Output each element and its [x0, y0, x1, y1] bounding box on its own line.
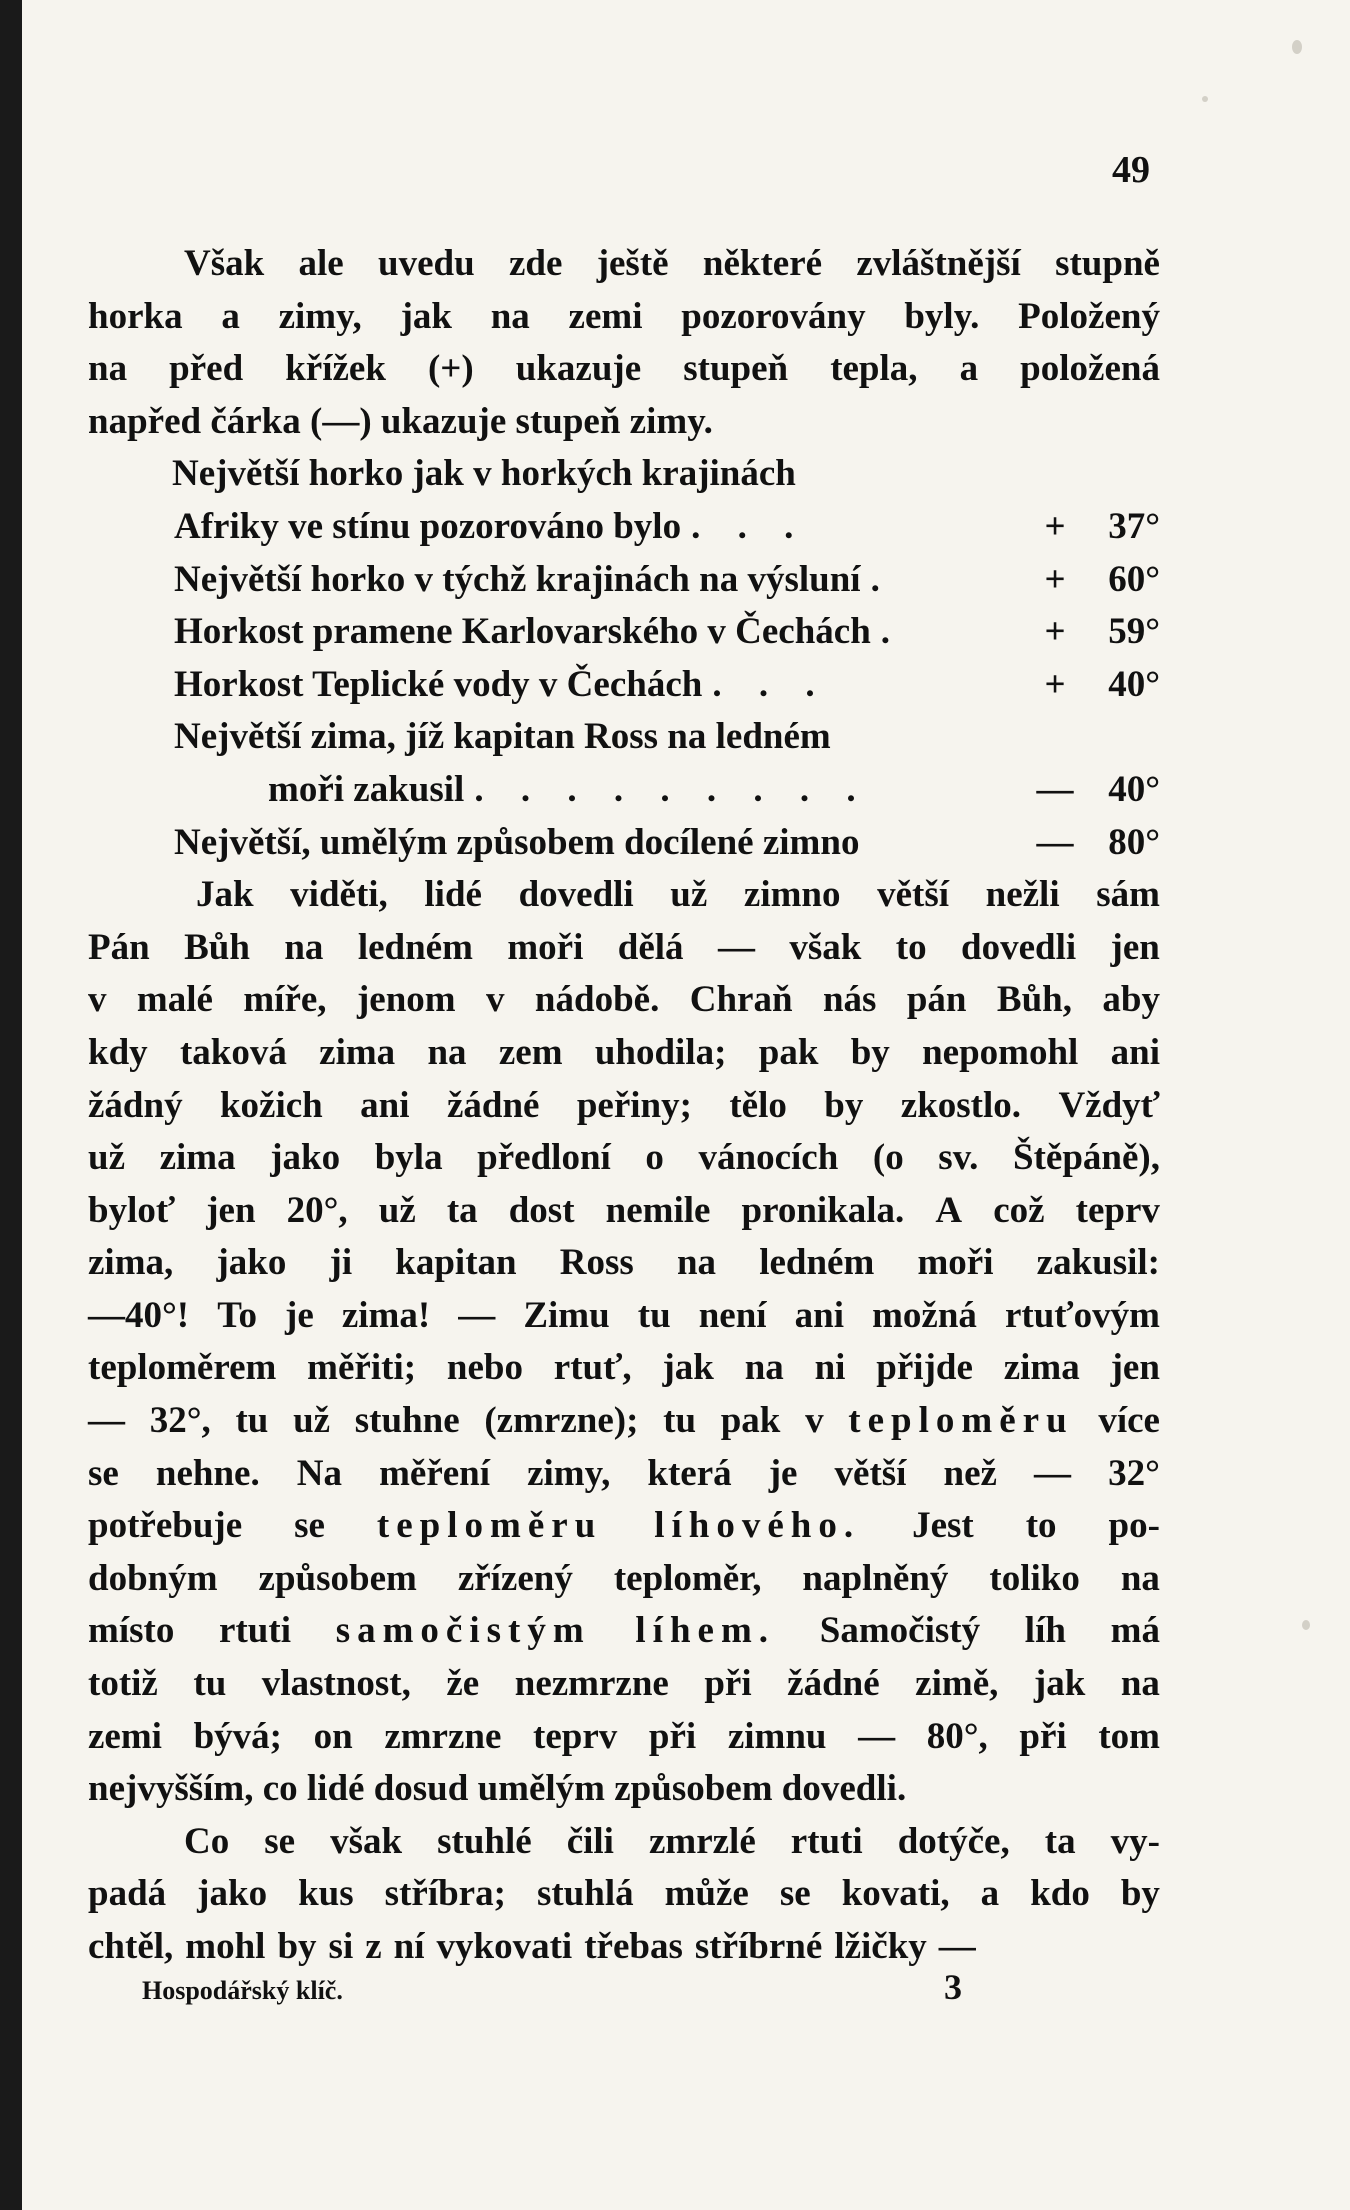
word: pozorovány [681, 295, 866, 337]
word: chtěl, [88, 1926, 174, 1967]
word: tu [193, 1663, 227, 1705]
word: líhového. [654, 1505, 861, 1547]
word: by [1120, 1873, 1160, 1915]
word: — [938, 1926, 976, 1967]
text-line [88, 1080, 1160, 1133]
word: padá [88, 1873, 167, 1915]
word: tu [663, 1400, 697, 1442]
word: se [294, 1505, 325, 1547]
word: ale [298, 243, 344, 284]
word: žádné [787, 1663, 880, 1705]
dot-leader: . . . [712, 663, 829, 705]
word: žádný [88, 1084, 183, 1126]
list-entry-label: Horkost Teplické vody v Čechách [174, 663, 703, 705]
word: zmrzlé [648, 1820, 756, 1862]
word: a [980, 1873, 1000, 1915]
word: (zmrzne); [484, 1400, 639, 1442]
word: která [647, 1452, 732, 1494]
word: mohl [185, 1926, 266, 1967]
word: předloní [477, 1137, 611, 1179]
word: větší [877, 874, 950, 916]
word: stupeň [683, 348, 789, 390]
word: nebo [446, 1347, 523, 1389]
word: že [446, 1663, 480, 1705]
word: se [88, 1452, 119, 1494]
word: sv. [938, 1137, 979, 1179]
word: peřiny; [576, 1084, 692, 1126]
text-line [88, 1553, 1160, 1606]
word: Však [184, 243, 265, 284]
word: tělo [729, 1084, 787, 1126]
word: zima [159, 1137, 236, 1179]
word: rtuťovým [1004, 1294, 1160, 1336]
word: na [490, 295, 530, 337]
word: ledném [759, 1242, 875, 1284]
word: v [805, 1400, 824, 1442]
word: ni [814, 1347, 846, 1389]
word: pak [758, 1031, 819, 1073]
word: však [330, 1820, 403, 1862]
word: na [1120, 1557, 1160, 1599]
word: nezmrzne [514, 1663, 669, 1705]
word: horka [88, 295, 183, 337]
word: na [1120, 1663, 1160, 1705]
word: jen [1110, 1347, 1160, 1389]
word: už [670, 874, 708, 916]
word: jak [400, 295, 452, 337]
text-line [88, 1185, 1160, 1238]
word: dovedli [961, 926, 1077, 968]
list-entry [88, 817, 1160, 870]
word: není [698, 1294, 767, 1336]
word: na [744, 1347, 784, 1389]
word: stuhne [354, 1400, 460, 1442]
word: samočistým [335, 1610, 591, 1652]
word: 80°, [926, 1715, 988, 1757]
text-line [88, 343, 1160, 396]
word: Na [296, 1452, 343, 1494]
word: kus [298, 1873, 354, 1915]
word: tepla, [830, 348, 918, 390]
word: 32° [1108, 1452, 1160, 1494]
word: což [993, 1189, 1045, 1231]
list-entry-label: Největší, umělým způsobem docílené zimno [174, 821, 860, 863]
word: z [365, 1926, 382, 1967]
word: ta [1044, 1820, 1076, 1862]
word: zimě, [915, 1663, 999, 1705]
word: teploměru [376, 1505, 603, 1547]
list-entry-label: Horkost pramene Karlovarského v Čechách [174, 611, 871, 653]
word: nás [822, 979, 877, 1021]
word: o [645, 1137, 664, 1179]
word: A [935, 1189, 963, 1231]
word: Chraň [689, 979, 793, 1021]
dot-leader: . . . [691, 505, 808, 547]
list-entry [88, 659, 1160, 712]
word: při [648, 1715, 697, 1757]
word: kdo [1030, 1873, 1090, 1915]
paragraph-mercury [88, 1816, 1160, 1974]
word: zakusil: [1036, 1242, 1160, 1284]
word: viděti, [290, 874, 388, 916]
word: ukazuje [515, 348, 642, 390]
word: toliko [989, 1557, 1080, 1599]
word: líhem. [635, 1610, 776, 1652]
text-line [88, 1027, 1160, 1080]
word: dotýče, [897, 1820, 1010, 1862]
temperature-value: 80° [1108, 821, 1160, 863]
word: to [895, 926, 927, 968]
word: 20°, [286, 1189, 348, 1231]
word: líh [1024, 1610, 1066, 1652]
word: má [1110, 1610, 1160, 1652]
word: však [789, 926, 862, 968]
text-line [88, 1868, 1160, 1921]
word: teploměrem [88, 1347, 277, 1389]
word: přijde [876, 1347, 973, 1389]
list-entry [88, 711, 1160, 764]
dot-leader: . [870, 558, 894, 600]
temperature-sign: — [1036, 821, 1074, 863]
word: čili [566, 1820, 614, 1862]
word: pán [906, 979, 967, 1021]
word: vykovati [436, 1926, 573, 1967]
word: nehne. [155, 1452, 260, 1494]
text-line [88, 396, 1160, 449]
word: ta [446, 1189, 478, 1231]
scan-speck [1292, 40, 1302, 54]
text-line [88, 1342, 1160, 1395]
word: jenom [356, 979, 456, 1021]
word: teploměr, [613, 1557, 762, 1599]
temperature-sign: + [1044, 611, 1066, 653]
word: zde [508, 243, 563, 284]
word: než [943, 1452, 997, 1494]
word: žádné [446, 1084, 540, 1126]
word: Co [184, 1820, 230, 1862]
word: na [284, 926, 324, 968]
word: nejvyšším, co lidé dosud umělým způsobem dovedli. [88, 1768, 907, 1810]
list-entry-label: Největší zima, jíž kapitan Ross na ledném [174, 716, 831, 758]
word: napřed čárka (—) ukazuje stupeň zimy. [88, 400, 713, 442]
word: při [1019, 1715, 1067, 1757]
word: dost [508, 1189, 575, 1231]
temperature-list [88, 501, 1160, 869]
page-footer [142, 1966, 962, 2008]
word: je [768, 1452, 798, 1494]
word: stříbra; [384, 1873, 506, 1915]
word: může [664, 1873, 749, 1915]
word: on [313, 1715, 353, 1757]
word: zimy, [278, 295, 362, 337]
word: To [217, 1294, 257, 1336]
word: už [293, 1400, 331, 1442]
word: ani [360, 1084, 410, 1126]
word: aby [1102, 979, 1160, 1021]
word: je [285, 1294, 314, 1336]
scan-speck [1302, 1620, 1310, 1630]
word: na [88, 348, 128, 390]
word: kovati, [841, 1873, 950, 1915]
word: (o [872, 1137, 904, 1179]
list-entry-label: moři zakusil [268, 768, 465, 810]
temperature-value: 60° [1108, 558, 1160, 600]
word: se [264, 1820, 296, 1862]
word: křížek [285, 348, 386, 390]
word: by [850, 1031, 890, 1073]
word: to [1025, 1505, 1057, 1547]
word: zimnu [727, 1715, 827, 1757]
word: Jak [196, 874, 254, 916]
text-line [88, 1500, 1160, 1553]
word: tu [235, 1400, 269, 1442]
word: zřízený [457, 1557, 573, 1599]
list-entry [88, 501, 1160, 554]
sheet-number: 3 [944, 1967, 962, 2007]
word: tu [637, 1294, 671, 1336]
word: se [779, 1873, 811, 1915]
word: vlastnost, [261, 1663, 411, 1705]
word: jako [197, 1873, 268, 1915]
word: míře, [243, 979, 327, 1021]
word: stuhlá [536, 1873, 634, 1915]
word: byly. [904, 295, 980, 337]
word: rtuti [790, 1820, 863, 1862]
temperature-sign: + [1044, 558, 1066, 600]
temperature-value: 40° [1108, 663, 1160, 705]
text-line [88, 1658, 1160, 1711]
word: při [704, 1663, 752, 1705]
word: zimno [743, 874, 841, 916]
word: už [378, 1189, 416, 1231]
word: zemi [88, 1715, 162, 1757]
word: by [277, 1926, 317, 1967]
text-line [88, 1816, 1160, 1869]
word: zemi [568, 295, 643, 337]
word: si [328, 1926, 354, 1967]
word: jako [270, 1137, 341, 1179]
word: pak [720, 1400, 781, 1442]
word: stuhlé [437, 1820, 532, 1862]
word: třebas [584, 1926, 683, 1967]
temperature-value: 40° [1108, 768, 1160, 810]
list-intro: Největší horko jak v horkých krajinách [172, 453, 796, 495]
word: dovedli [518, 874, 634, 916]
word: lidé [424, 874, 482, 916]
word: uvedu [378, 243, 475, 284]
word: zkostlo. [900, 1084, 1022, 1126]
word: na [676, 1242, 717, 1284]
word: 32°, [149, 1400, 211, 1442]
word: sám [1096, 874, 1160, 916]
word: tom [1098, 1715, 1160, 1757]
word: jako [216, 1242, 287, 1284]
text-line [88, 1448, 1160, 1501]
word: jen [1110, 926, 1160, 968]
dot-leader: . . . . . . . . . [474, 768, 870, 810]
word: potřebuje [88, 1505, 243, 1547]
word: moři [917, 1242, 994, 1284]
word: nepomohl [922, 1031, 1079, 1073]
word: ani [794, 1294, 845, 1336]
list-entry-label: Afriky ve stínu pozorováno bylo [174, 505, 682, 547]
word: ještě [596, 243, 669, 284]
word: kdy [88, 1031, 148, 1073]
word: ní [393, 1926, 425, 1967]
word: po- [1108, 1505, 1160, 1547]
word: — [717, 926, 755, 968]
word: jen [206, 1189, 256, 1231]
word: Zimu [523, 1294, 610, 1336]
word: totiž [88, 1663, 158, 1705]
word: taková [179, 1031, 287, 1073]
word: Samočistý [819, 1610, 981, 1652]
page-text [88, 238, 1160, 1974]
word: — [88, 1400, 125, 1442]
word: zima, [88, 1242, 174, 1284]
word: způsobem [258, 1557, 417, 1599]
word: a [221, 295, 240, 337]
word: kožich [219, 1084, 323, 1126]
word: jak [1033, 1663, 1086, 1705]
word: větší [834, 1452, 907, 1494]
word: ji [329, 1242, 353, 1284]
word: by [824, 1084, 864, 1126]
word: Štěpáně), [1013, 1137, 1160, 1179]
word: malé [136, 979, 213, 1021]
word: Položený [1018, 295, 1160, 337]
list-entry-label: Největší horko v týchž krajinách na výsluní [174, 558, 861, 600]
word: v [486, 979, 505, 1021]
word: zmrzne [384, 1715, 502, 1757]
text-line [88, 922, 1160, 975]
paragraph-intro [88, 238, 1160, 448]
word: moři [507, 926, 584, 968]
word: — [458, 1294, 496, 1336]
word: rtuti [219, 1610, 291, 1652]
temperature-sign: — [1036, 768, 1074, 810]
scan-speck [1202, 96, 1208, 102]
word: zem [498, 1031, 563, 1073]
word: teprv [1075, 1189, 1160, 1231]
word: stupně [1055, 243, 1160, 284]
word: rtuť, [553, 1347, 632, 1389]
word: na [427, 1031, 467, 1073]
word: teprv [533, 1715, 618, 1757]
word: — [858, 1715, 896, 1757]
temperature-sign: + [1044, 663, 1066, 705]
word: dobným [88, 1557, 218, 1599]
word: byloť [88, 1189, 176, 1231]
word: Jest [912, 1505, 974, 1547]
word: vánocích [698, 1137, 839, 1179]
word: některé [702, 243, 823, 284]
text-line [88, 1237, 1160, 1290]
temperature-sign: + [1044, 505, 1066, 547]
word: uhodila; [594, 1031, 727, 1073]
word: dělá [617, 926, 684, 968]
word: nádobě. [534, 979, 660, 1021]
word: zima! [341, 1294, 431, 1336]
temperature-value: 59° [1108, 611, 1160, 653]
word: už [88, 1137, 125, 1179]
word: naplněný [802, 1557, 949, 1599]
word: lžičky [834, 1926, 927, 1967]
word: — [1034, 1452, 1072, 1494]
word: nežli [985, 874, 1060, 916]
word: Vždyť [1058, 1084, 1160, 1126]
text-line [88, 238, 1160, 291]
word: Bůh, [996, 979, 1072, 1021]
word: teploměru [848, 1400, 1074, 1442]
text-line [88, 869, 1160, 922]
word: ani [1110, 1031, 1160, 1073]
paragraph-cold [88, 869, 1160, 1816]
text-line [88, 1605, 1160, 1658]
word: jak [662, 1347, 714, 1389]
word: zima [1003, 1347, 1080, 1389]
word: vy- [1110, 1820, 1160, 1862]
word: položená [1020, 348, 1160, 390]
list-entry [88, 554, 1160, 607]
text-line [88, 974, 1160, 1027]
word: pronikala. [741, 1189, 905, 1231]
text-line [88, 1290, 1160, 1343]
scan-left-edge [0, 0, 22, 2210]
word: byla [374, 1137, 443, 1179]
word: stříbrné [694, 1926, 823, 1967]
word: a [959, 348, 979, 390]
list-entry [88, 764, 1160, 817]
word: možná [872, 1294, 977, 1336]
word: ledném [357, 926, 473, 968]
word: měřiti; [307, 1347, 417, 1389]
word: Ross [559, 1242, 634, 1284]
page-number: 49 [1112, 149, 1150, 191]
word: v [88, 979, 107, 1021]
word: měření [379, 1452, 491, 1494]
word: (+) [427, 348, 474, 390]
text-line [88, 1132, 1160, 1185]
text-line [88, 291, 1160, 344]
dot-leader: . [880, 611, 905, 653]
list-entry [88, 606, 1160, 659]
word: před [169, 348, 244, 390]
word: zvláštnější [856, 243, 1021, 284]
signature-mark: Hospodářský klíč. [142, 1976, 343, 2005]
word: více [1098, 1400, 1160, 1442]
word: Bůh [184, 926, 250, 968]
text-line [88, 1763, 1160, 1816]
text-line [88, 1711, 1160, 1764]
word: zimy, [527, 1452, 611, 1494]
word: —40°! [88, 1294, 190, 1336]
text-line [88, 1395, 1160, 1448]
word: nemile [605, 1189, 711, 1231]
word: místo [88, 1610, 175, 1652]
word: Pán [88, 926, 150, 968]
word: kapitan [395, 1242, 517, 1284]
temperature-value: 37° [1108, 505, 1160, 547]
word: zima [319, 1031, 396, 1073]
word: bývá; [193, 1715, 282, 1757]
